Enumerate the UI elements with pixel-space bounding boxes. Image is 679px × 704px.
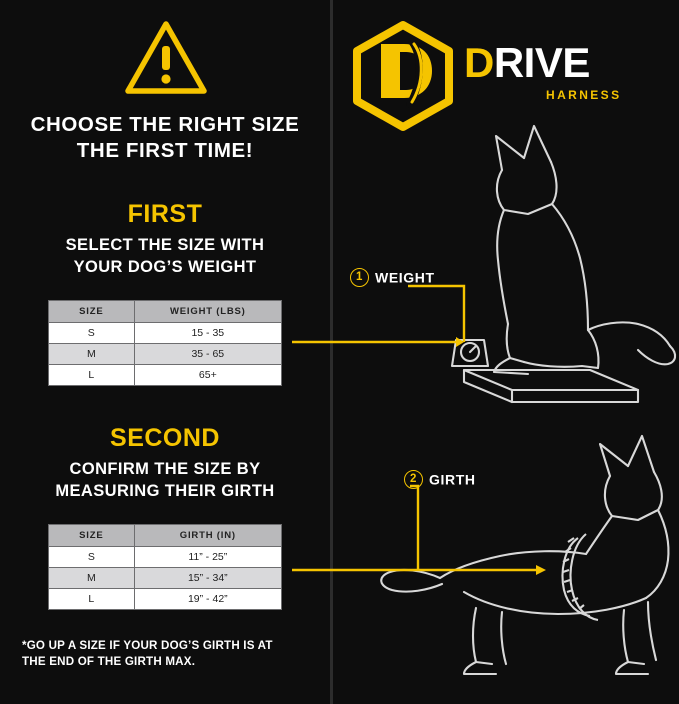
headline-line-2: THE FIRST TIME! bbox=[76, 138, 254, 162]
callout-weight bbox=[350, 268, 435, 287]
cell-size: M bbox=[49, 568, 135, 589]
section-second-subtitle-line-1: CONFIRM THE SIZE BY bbox=[69, 460, 261, 478]
weight-size-table bbox=[48, 300, 282, 386]
section-second-subtitle-line-2: MEASURING THEIR GIRTH bbox=[55, 481, 275, 500]
cell-girth: 11” - 25” bbox=[134, 547, 281, 568]
callout-weight-label: WEIGHT bbox=[375, 269, 435, 286]
circled-number-icon: 1 bbox=[350, 268, 369, 287]
section-second-title: SECOND bbox=[110, 424, 220, 452]
headline-line-1: CHOOSE THE RIGHT SIZE bbox=[30, 113, 300, 136]
brand-name bbox=[464, 39, 590, 86]
table-header-row bbox=[49, 525, 282, 547]
right-column bbox=[330, 0, 679, 704]
cell-size: S bbox=[49, 323, 135, 344]
column-header-girth: GIRTH (IN) bbox=[134, 525, 281, 547]
page-title bbox=[0, 112, 330, 163]
footnote-line-1: *GO UP A SIZE IF YOUR DOG’S GIRTH IS AT bbox=[22, 639, 273, 652]
brand-subtitle: HARNESS bbox=[546, 88, 622, 102]
cell-size: S bbox=[49, 547, 135, 568]
cell-size: L bbox=[49, 365, 135, 386]
circled-number-icon: 2 bbox=[404, 470, 423, 489]
section-first-subtitle-line-1: SELECT THE SIZE WITH bbox=[65, 236, 265, 254]
warning-triangle-exclamation-icon bbox=[126, 22, 206, 94]
left-column bbox=[0, 0, 330, 704]
cell-girth: 19” - 42” bbox=[134, 589, 281, 610]
girth-size-table bbox=[48, 524, 282, 610]
section-first-subtitle-line-2: YOUR DOG’S WEIGHT bbox=[73, 257, 257, 276]
brand-name-rest: RIVE bbox=[493, 39, 590, 86]
cell-girth: 15” - 34” bbox=[134, 568, 281, 589]
section-second-subtitle bbox=[0, 459, 330, 503]
table-row bbox=[49, 365, 282, 386]
footnote-line-2: THE END OF THE GIRTH MAX. bbox=[22, 655, 196, 669]
brand-name-initial: D bbox=[464, 39, 494, 86]
section-second bbox=[0, 424, 330, 503]
callout-girth-label: GIRTH bbox=[429, 471, 476, 488]
table-row bbox=[49, 547, 282, 568]
table-row bbox=[49, 589, 282, 610]
column-header-size: SIZE bbox=[49, 301, 135, 323]
table-row bbox=[49, 344, 282, 365]
section-first-subtitle bbox=[0, 235, 330, 279]
table-header-row bbox=[49, 301, 282, 323]
cell-size: L bbox=[49, 589, 135, 610]
cell-weight: 15 - 35 bbox=[134, 323, 281, 344]
column-header-size: SIZE bbox=[49, 525, 135, 547]
table-row bbox=[49, 568, 282, 589]
cell-size: M bbox=[49, 344, 135, 365]
dog-girth-measure-illustration bbox=[352, 430, 679, 692]
column-header-weight: WEIGHT (LBS) bbox=[134, 301, 281, 323]
cell-weight: 65+ bbox=[134, 365, 281, 386]
footnote bbox=[22, 638, 322, 670]
section-first-title: FIRST bbox=[127, 200, 203, 228]
section-first bbox=[0, 200, 330, 279]
callout-girth bbox=[404, 470, 476, 489]
table-row bbox=[49, 323, 282, 344]
cell-weight: 35 - 65 bbox=[134, 344, 281, 365]
